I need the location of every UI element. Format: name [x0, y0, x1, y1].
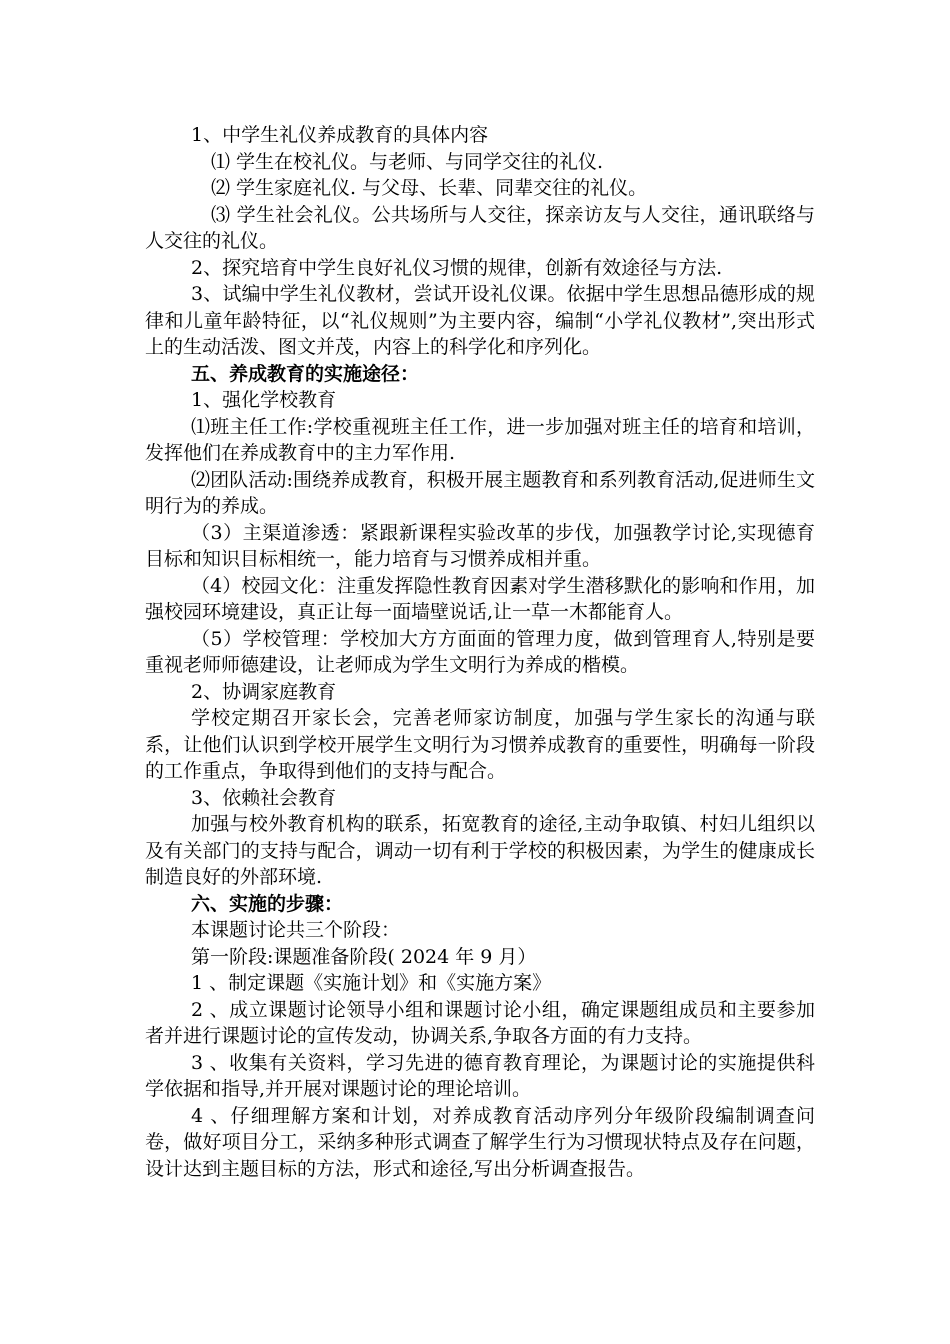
list-item: ⑴ 学生在校礼仪。与老师、与同学交往的礼仪. — [211, 150, 604, 173]
paragraph: ⑵团队活动:围绕养成教育，积极开展主题教育和系列教育活动,促进师生文明行为的养成。 — [145, 468, 815, 517]
paragraph: ⑴班主任工作:学校重视班主任工作，进一步加强对班主任的培育和培训，发挥他们在养成教育中的主力军作用. — [145, 415, 815, 464]
list-item: 1 、制定课题《实施计划》和《实施方案》 — [191, 972, 552, 994]
paragraph: 学校定期召开家长会，完善老师家访制度，加强与学生家长的沟通与联系，让他们认识到学校开展学生文明行为习惯养成教育的重要性，明确每一阶段的工作重点，争取得到他们的支持与配合。 — [145, 707, 815, 782]
list-item: 3 、收集有关资料，学习先进的德育教育理论，为课题讨论的实施提供科学依据和指导,并开展对课题讨论的理论培训。 — [145, 1051, 815, 1100]
list-item: 4 、仔细理解方案和计划，对养成教育活动序列分年级阶段编制调查问卷，做好项目分工，采纳多种形式调查了解学生行为习惯现状特点及存在问题，设计达到主题目标的方法，形式和途径,写出分析调查报告。 — [145, 1104, 815, 1180]
paragraph: 3、试编中学生礼仪教材，尝试开设礼仪课。依据中学生思想品德形成的规律和儿童年龄特征，以“礼仪规则”为主要内容，编制“小学礼仪教材”,突出形式上的生动活泼、图文并茂，内容上的科学化和序列化。 — [145, 283, 815, 358]
content-item-heading: 1、中学生礼仪养成教育的具体内容 — [191, 124, 489, 146]
paragraph: 加强与校外教育机构的联系，拓宽教育的途径,主动争取镇、村妇儿组织以及有关部门的支持与配合，调动一切有利于学校的积极因素，为学生的健康成长制造良好的外部环境. — [145, 813, 815, 888]
paragraph: （4）校园文化：注重发挥隐性教育因素对学生潜移默化的影响和作用，加强校园环境建设，真正让每一面墙壁说话,让一草一木都能育人。 — [145, 574, 815, 623]
section-heading: 六、实施的步骤： — [191, 892, 344, 915]
paragraph: （3）主渠道渗透：紧跟新课程实验改革的步伐，加强教学讨论,实现德育目标和知识目标相统一，能力培育与习惯养成相并重。 — [145, 521, 815, 570]
document-page — [145, 122, 815, 1182]
list-item: 2 、成立课题讨论领导小组和课题讨论小组，确定课题组成员和主要参加者并进行课题讨论的宣传发动，协调关系,争取各方面的有力支持。 — [145, 998, 815, 1047]
subheading: 2、协调家庭教育 — [191, 680, 337, 703]
paragraph: 2、探究培育中学生良好礼仪习惯的规律，创新有效途径与方法. — [191, 256, 723, 279]
paragraph: 第一阶段:课题准备阶段( 2024 年 9 月） — [191, 945, 537, 968]
paragraph: （5）学校管理：学校加大方方面面的管理力度，做到管理育人,特别是要重视老师师德建设，让老师成为学生文明行为养成的楷模。 — [145, 627, 815, 676]
list-item: ⑶ 学生社会礼仪。公共场所与人交往，探亲访友与人交往，通讯联络与人交往的礼仪。 — [145, 203, 815, 252]
subheading: 1、强化学校教育 — [191, 389, 337, 411]
list-item: ⑵ 学生家庭礼仪. 与父母、长辈、同辈交往的礼仪。 — [211, 177, 648, 199]
paragraph: 本课题讨论共三个阶段： — [191, 919, 401, 941]
section-heading: 五、养成教育的实施途径： — [191, 362, 420, 385]
subheading: 3、依赖社会教育 — [191, 786, 337, 809]
